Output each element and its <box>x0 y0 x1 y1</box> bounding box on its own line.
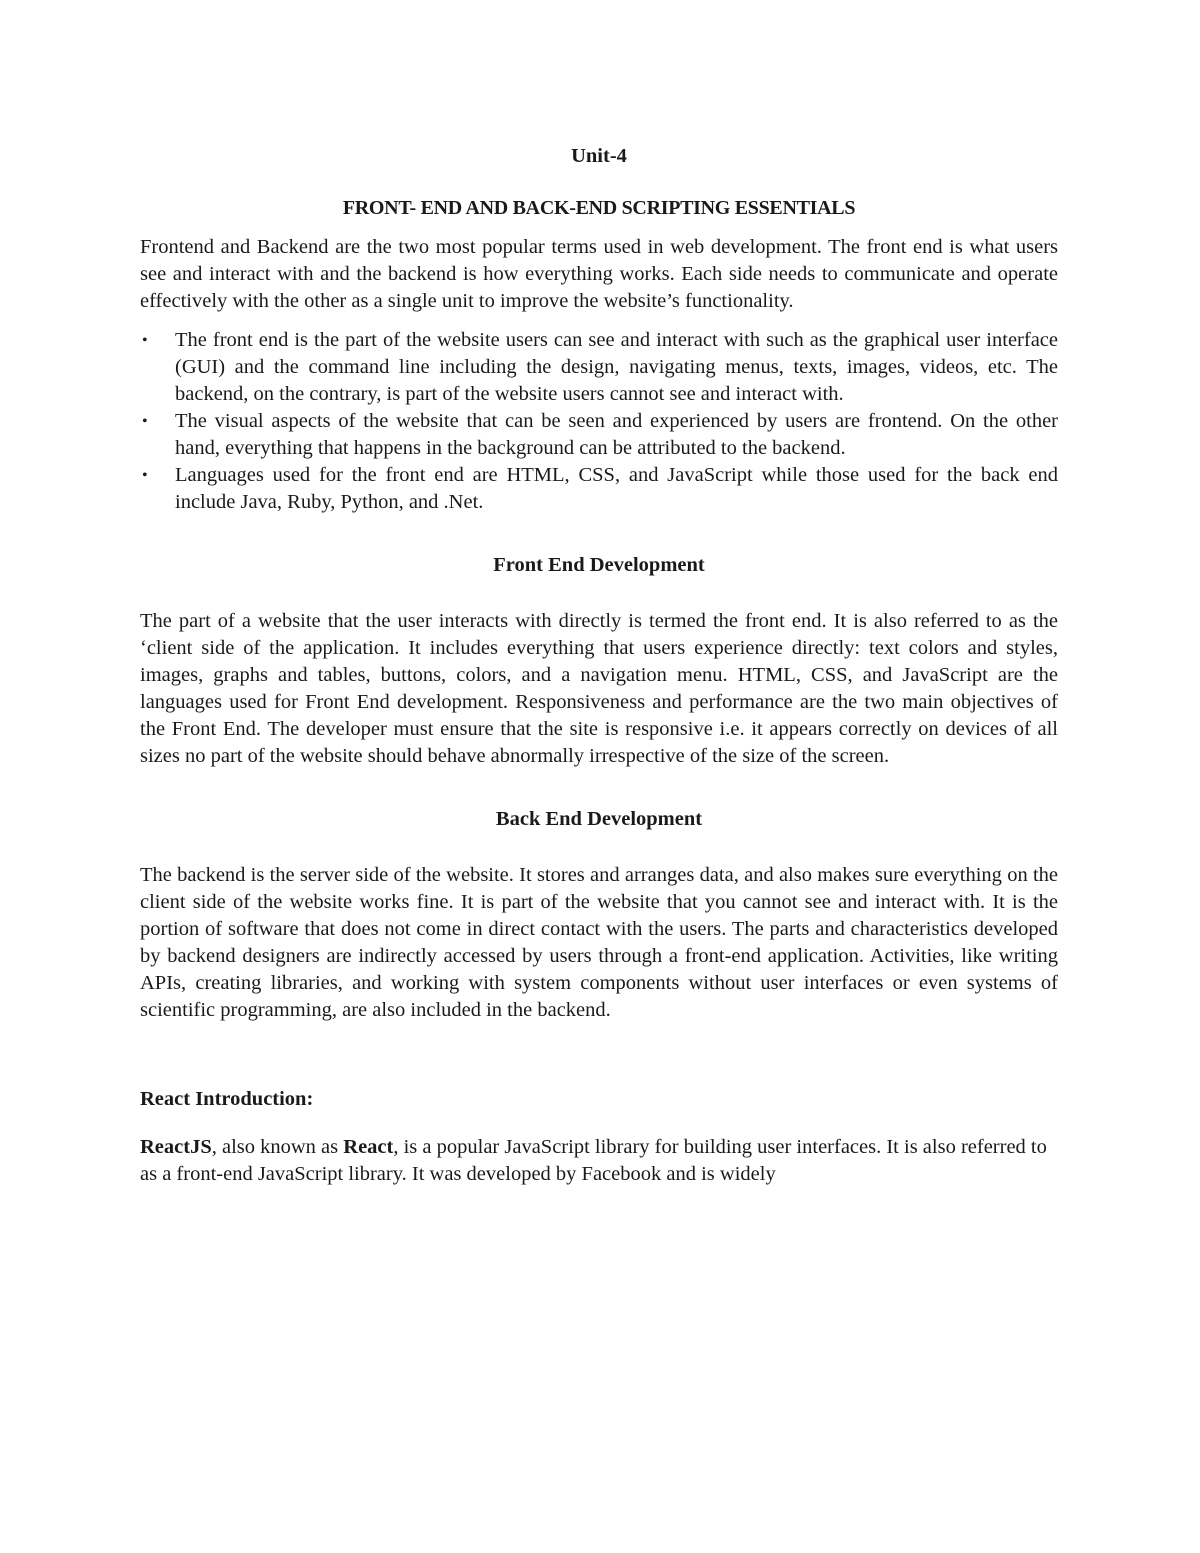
bullet-dot-icon: • <box>142 413 148 430</box>
document-content <box>140 141 1058 1188</box>
main-title: FRONT- END AND BACK-END SCRIPTING ESSENTIALS <box>342 197 856 219</box>
react-term-react: React <box>343 1136 394 1158</box>
react-text-1: , also known as <box>211 1136 344 1158</box>
bullet-text: Languages used for the front end are HTML, CSS, and JavaScript while those used for the back end include Java, Ruby, Python, and .Net. <box>175 464 1058 513</box>
bullet-item <box>140 327 1058 408</box>
intro-paragraph: Frontend and Backend are the two most popular terms used in web development. The front end is what users see and interact with and the backend is how everything works. Each side needs to communicate and operate effectively with the other as a single unit to improve the website’s functionality. <box>140 236 1058 312</box>
front-end-paragraph: The part of a website that the user interacts with directly is termed the front end. It is also referred to as the ‘client side of the application. It includes everything that users experience directly: text colors and styles, images, graphs and tables, buttons, colors, and a navigation menu. HTML, CSS, and JavaScript are the languages used for Front End development. Responsiveness and performance are the two main objectives of the Front End. The developer must ensure that the site is responsive i.e. it appears correctly on devices of all sizes no part of the website should behave abnormally irrespective of the size of the screen. <box>140 610 1058 767</box>
bullet-dot-icon: • <box>142 332 148 349</box>
back-end-heading: Back End Development <box>495 808 703 830</box>
back-end-paragraph: The backend is the server side of the website. It stores and arranges data, and also makes sure everything on the client side of the website works fine. It is part of the website that you cannot see and interact with. It is the portion of software that does not come in direct contact with the users. The parts and characteristics developed by backend designers are indirectly accessed by users through a front-end application. Activities, like writing APIs, creating libraries, and working with system components without user interfaces or even systems of scientific programming, are also included in the backend. <box>140 864 1058 1021</box>
react-text-2: , is a popular JavaScript library for building user interfaces. It is also referred to as a front-end JavaScript library. It was developed by Facebook and is widely <box>140 1136 1047 1185</box>
bullet-item <box>140 408 1058 462</box>
react-paragraph <box>140 1134 1058 1188</box>
unit-title: Unit-4 <box>571 145 627 167</box>
bullet-dot-icon: • <box>142 467 148 484</box>
react-heading: React Introduction: <box>140 1088 314 1110</box>
react-term-reactjs: ReactJS <box>140 1136 212 1158</box>
bullet-item <box>140 462 1058 516</box>
bullet-list <box>140 327 1058 516</box>
front-end-heading: Front End Development <box>493 554 705 576</box>
bullet-text: The front end is the part of the website users can see and interact with such as the graphical user interface (GUI) and the command line including the design, navigating menus, texts, images, videos, etc. The backend, on the contrary, is part of the website users cannot see and interact with. <box>175 329 1058 405</box>
bullet-text: The visual aspects of the website that can be seen and experienced by users are frontend. On the other hand, everything that happens in the background can be attributed to the backend. <box>175 410 1058 459</box>
